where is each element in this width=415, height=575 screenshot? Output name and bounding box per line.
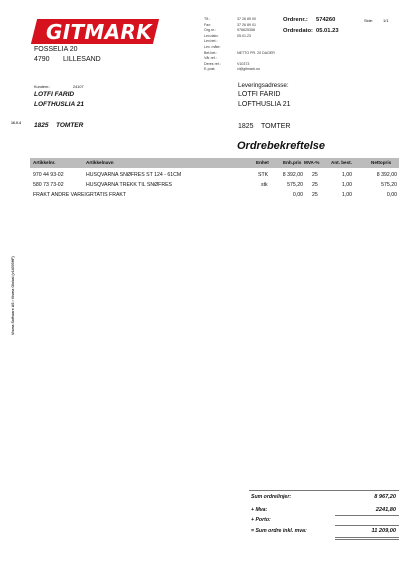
sum-ordrelinjer-label: Sum ordrelinjer: [251,494,292,500]
mva-rule [335,515,399,516]
customer-number-label: Kundenr.: [34,85,51,89]
fax-value: 37 26 89 01 [237,22,256,27]
mva-label: + Mva: [251,507,268,513]
fax-label: Fax: [204,22,211,27]
col-header-antbest: Ant. best. [331,160,352,165]
delivery-zip: 1825 [238,123,254,130]
row2-antbest: 1,00 [341,182,352,188]
company-city: LILLESAND [63,56,101,63]
varref-label: Vår ref.: [204,56,217,61]
deresref-label: Deres ref.: [204,61,221,66]
order-date: 05.01.23 [316,28,339,34]
mva-value: 2241,80 [375,507,396,513]
customer-name: LOTFI FARID [34,91,75,98]
company-logo: GITMARK [46,20,152,44]
header-info-block [204,17,274,75]
levmate-label: Lev. måte: [204,45,221,49]
tlf-label: Tlf.: [204,17,210,21]
side-code-vertical: Visma Software AS • Visma Global (v14000HF) [11,256,15,335]
order-number-label: Ordrenr.: [283,17,308,23]
col-header-mva: MVA-% [304,160,320,165]
company-zip: 4790 [34,56,50,63]
col-header-artikkelnavn: Artikkelnavn [86,160,114,165]
row1-artikkelnavn: HUSQVARNA SNØFRES ST 124 - 61CM [86,172,182,178]
epost-value: vi@gitmark.no [237,67,261,72]
customer-street: LOFTHUSLIA 21 [34,101,84,108]
row1-enhet: STK [258,172,269,178]
delivery-street: LOFTHUSLIA 21 [238,101,291,108]
row1-nettopris: 8 392,00 [376,172,397,178]
page-number: 1/1 [383,18,389,23]
order-date-label: Ordredato: [283,28,313,34]
order-number: 574260 [316,17,336,23]
side-code-top: 16.0.4 [11,121,21,125]
epost-label: E-post: [204,67,216,72]
row2-nettopris: 575,20 [381,182,397,188]
delivery-city: TOMTER [261,123,291,130]
total-rule-1 [335,537,399,538]
row1-artikkelnr: 970 44 93-02 [33,172,64,178]
porto-label: + Porto: [251,517,271,523]
col-header-enhet: Enhet [256,160,269,165]
document-title: Ordrebekreftelse [237,140,326,152]
betbet-value: NETTO PR. 20 DAGER [237,50,275,55]
porto-rule [335,525,399,526]
delivery-label: Leveringsadresse: [238,82,289,89]
company-street: FOSSELIA 20 [34,46,78,53]
row3-enhpris: 0,00 [292,192,303,198]
col-header-enhpris: Enh.pris [283,160,302,165]
row3-artikkelnr: FRAKT ANDRE VAREI [33,192,86,198]
row2-artikkelnr: 580 73 73-02 [33,182,64,188]
levbet-label: Lev.bet.: [204,39,218,44]
total-rule-2 [335,539,399,540]
page-label: Side: [364,18,374,23]
sum-ordre-inkl-mva-label: = Sum ordre inkl. mva: [251,528,307,534]
row2-enhpris: 575,20 [287,182,303,188]
col-header-artikkelnr: Artikkelnr. [33,160,56,165]
summary-top-rule [249,490,399,491]
col-header-nettopris: Nettopris [371,160,392,165]
customer-zip: 1825 [34,122,49,129]
row1-enhpris: 8 392,00 [282,172,303,178]
row3-nettopris: 0,00 [386,192,397,198]
sum-ordre-inkl-mva-value: 11 209,00 [371,528,396,534]
sum-ordrelinjer-value: 8 967,20 [374,494,396,500]
delivery-name: LOTFI FARID [238,91,281,98]
row2-enhet: stk [261,182,268,188]
row3-antbest: 1,00 [341,192,352,198]
row2-mva: 25 [312,182,318,188]
row1-antbest: 1,00 [341,172,352,178]
row3-mva: 25 [312,192,318,198]
row1-mva: 25 [312,172,318,178]
row2-artikkelnavn: HUSQVARNA TREKK TIL SNØFRES [86,182,172,188]
levdato-label: Lev.dato: [204,33,219,38]
levdato-value: 05.01.23 [237,33,251,38]
orgnr-value: 976625358 [237,28,255,33]
orgnr-label: Org.nr.: [204,28,216,33]
deresref-value: V10373 [237,61,250,66]
betbet-label: Bet.bet.: [204,50,218,55]
tlf-value: 37 26 89 00 [237,17,256,21]
customer-city: TOMTER [56,122,84,129]
row3-artikkelnavn: GRTATIS FRAKT [86,192,127,198]
customer-number: 24107 [73,85,84,89]
